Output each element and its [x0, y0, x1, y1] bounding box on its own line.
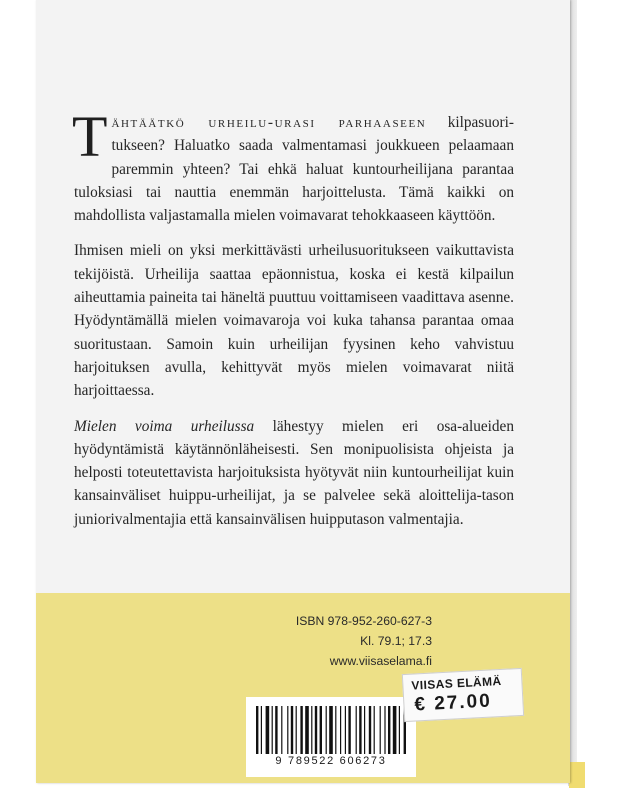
- barcode-digits: 9 789522 606273: [275, 755, 387, 767]
- book-title-italic: Mielen voima urheilussa: [74, 417, 255, 435]
- blurb-paragraph-2: Ihmisen mieli on yksi merkittävästi urheilusuoritukseen vaikuttavista tekijöistä. Urheilija saattaa epäonnistua, koska ei kestä kilpailun aiheuttamia paineita tai häneltä puuttuu voittamiseen vaadittava asenne. Hyödyntämällä mielen voimavaroja voi kuka tahansa parantaa omaa suoritustaan. Samoin kuin urheilijan fyysinen keho vahvistuu harjoituksen avulla, kehittyvät myös mielen voimavarat niitä harjoittaessa.: [74, 242, 514, 400]
- back-cover-blurb: [72, 104, 514, 543]
- lead-rest: kilpasuori-: [426, 114, 514, 131]
- sticker-price: € 27.00: [413, 690, 493, 716]
- paragraph-3-text: lähestyy mielen eri osa-alueiden hyödyntämistä käytännönläheisesti. Sen monipuolisista ohjeista ja helposti toteutettavista harjoituksista hyötyvät niin kuntourheilijat kuin kansainväliset huippu-urheilijat, ja se palvelee sekä aloittelija-tason juniorivalmentajia että kansainvälisen huipputason valmentajia.: [74, 417, 514, 528]
- blurb-paragraph-1: [72, 104, 514, 227]
- barcode-bars: [254, 706, 408, 754]
- blurb-paragraph-3: [74, 415, 514, 531]
- spine-accent: [569, 762, 585, 788]
- drop-cap: T: [72, 104, 108, 169]
- publisher-info: [252, 611, 432, 671]
- website-line: www.viisaselama.fi: [329, 654, 432, 668]
- barcode: [246, 697, 416, 777]
- price-sticker: [402, 668, 524, 722]
- lead-smallcaps: ähtäätkö urheilu-urasi parhaaseen: [111, 114, 427, 131]
- isbn-line: ISBN 978-952-260-627-3: [295, 614, 432, 628]
- classification-line: Kl. 79.1; 17.3: [360, 634, 432, 648]
- sticker-brand: VIISAS ELÄMÄ: [411, 673, 502, 693]
- paragraph-1-text: tukseen? Haluatko saada valmentamasi joukkueen pelaamaan paremmin yhteen? Tai ehkä haluat kuntourheilijana parantaa tuloksiasi tai nauttia enemmän harjoittelusta. Tämä kaikki on mahdollista valjastamalla mielen voimavarat tehokkaaseen käyttöön.: [74, 137, 514, 225]
